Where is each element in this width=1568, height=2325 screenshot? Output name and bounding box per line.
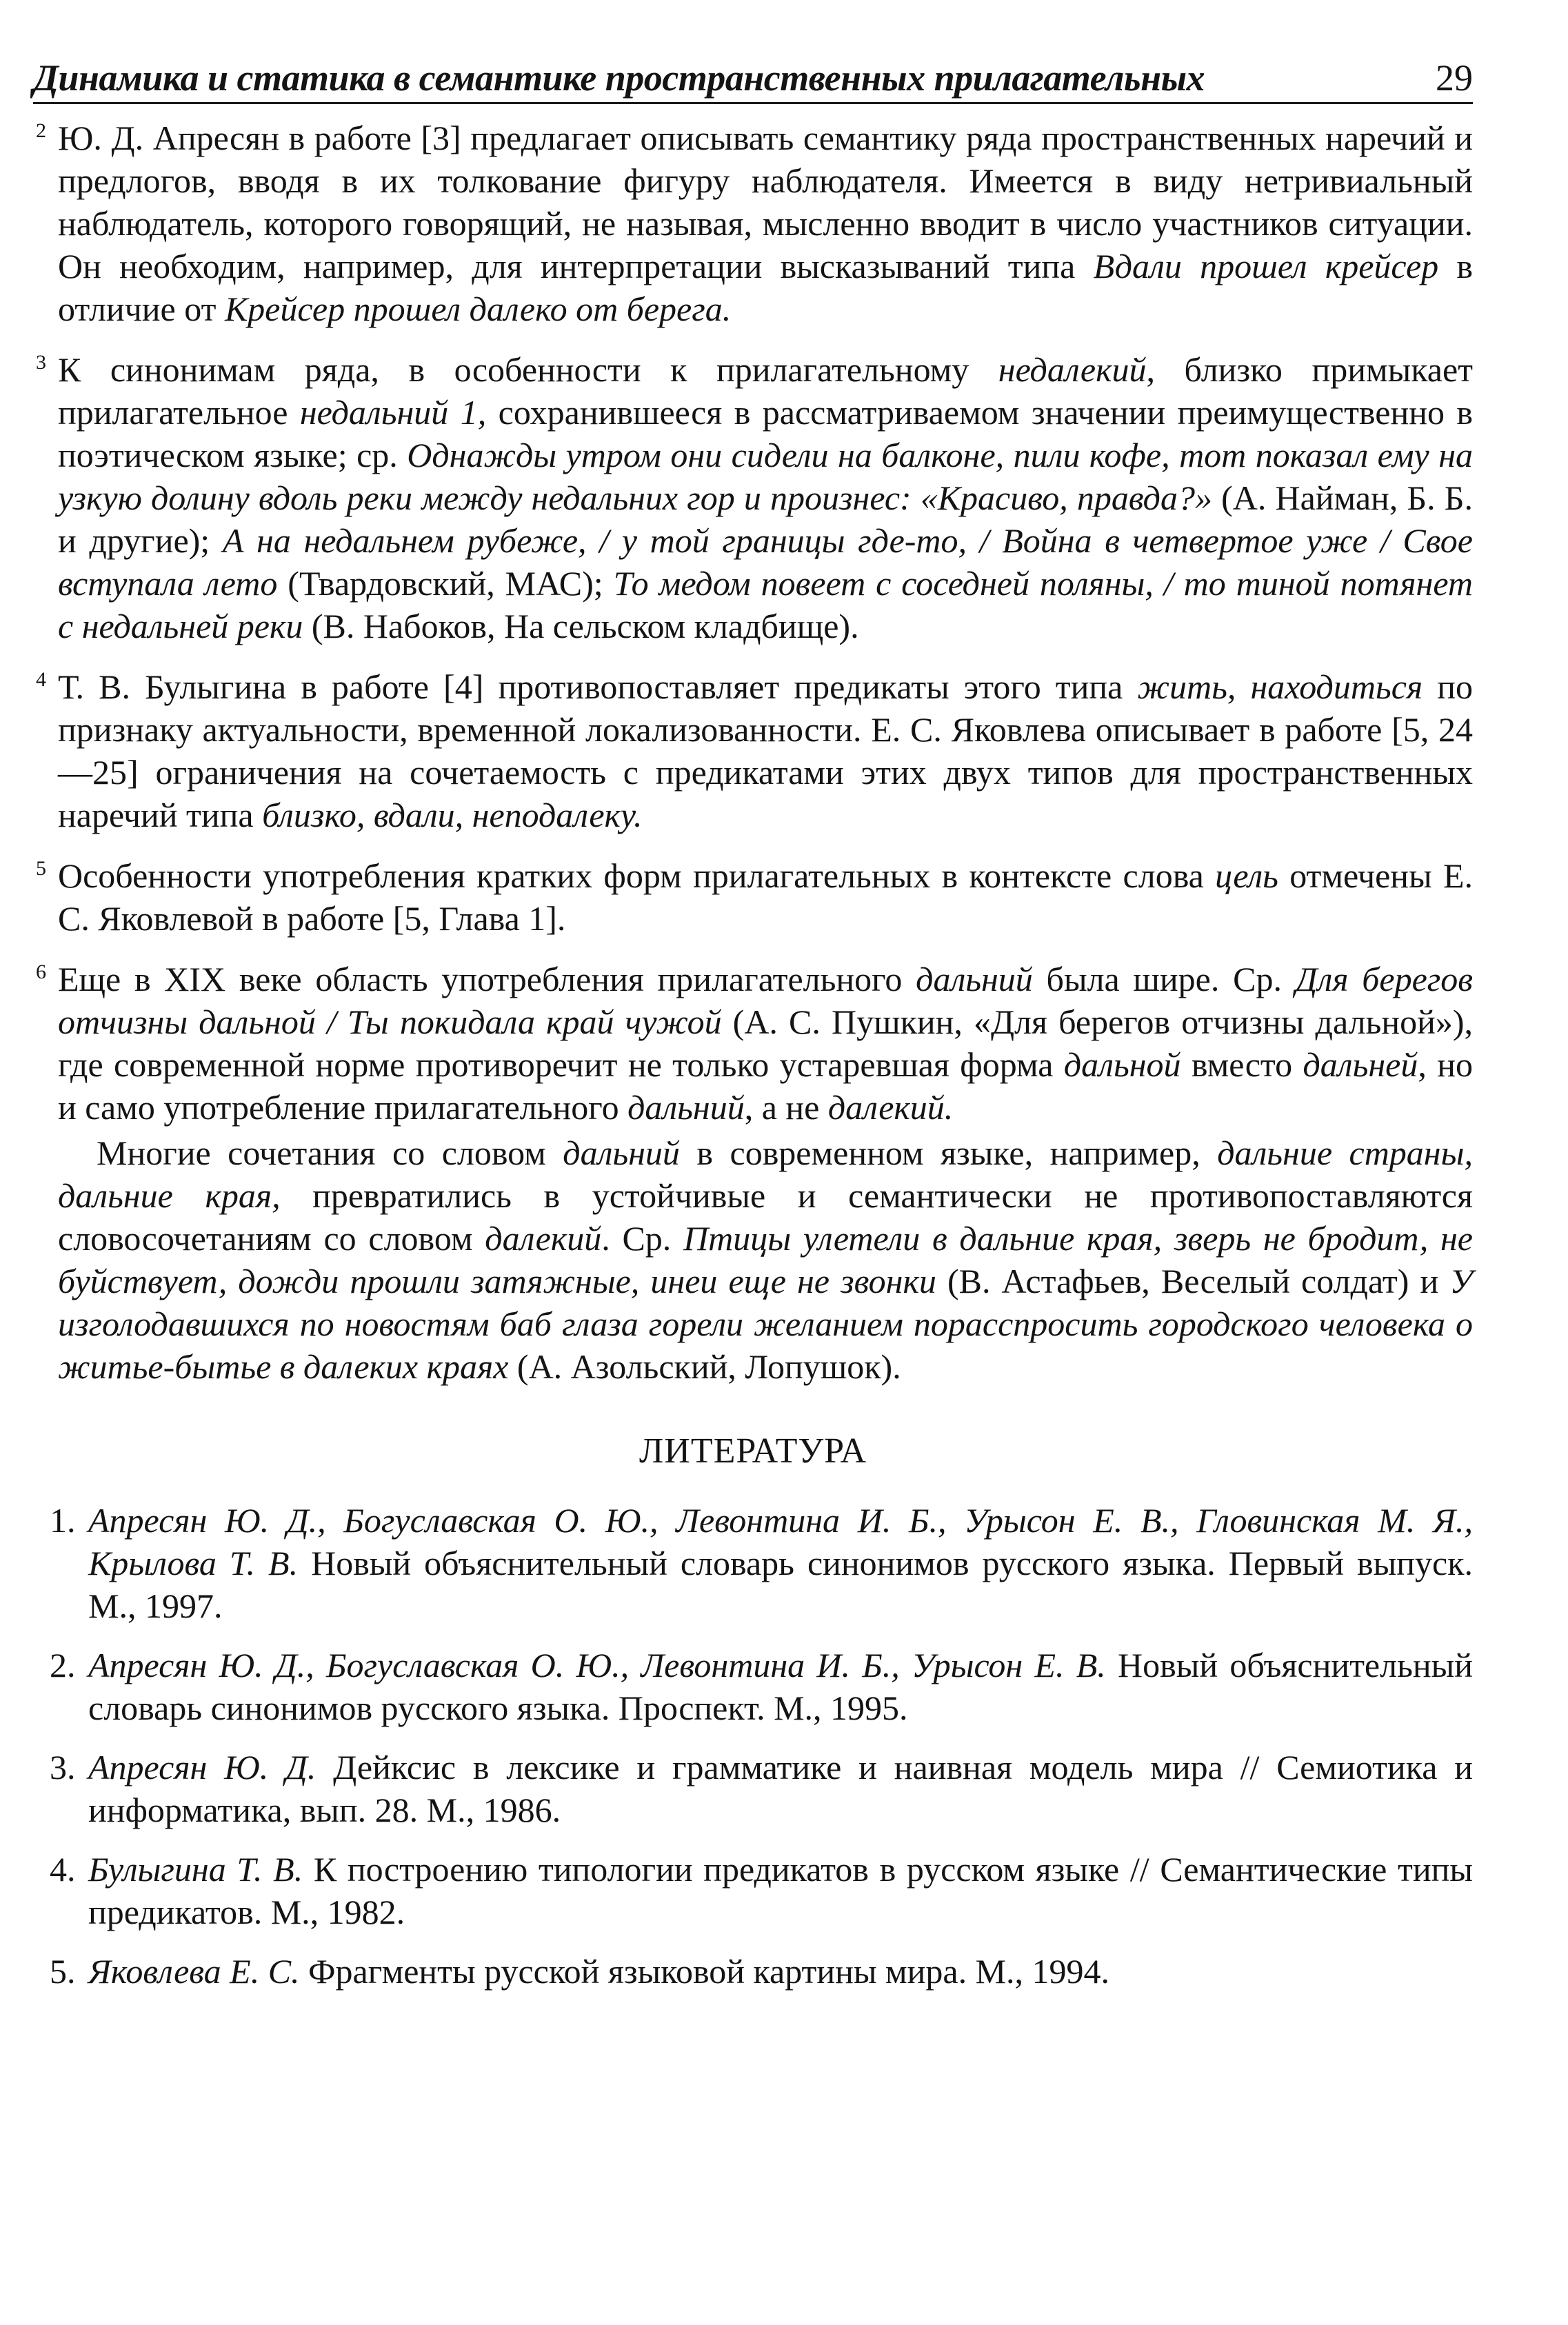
text-run: Ю. Д. Апресян в работе [3] предлагает описывать семантику ряда пространственных наречий и предлогов, вводя в их толкование фигуру наблюдателя. Имеется в виду нетривиальный наблюдатель, которого говорящий, не называя, мысленно вводит в число участников ситуации. Он необходим, например, для интерпретации высказываний типа <box>58 119 1473 285</box>
italic-text: Булыгина Т. В. <box>88 1850 303 1889</box>
reference-item <box>33 1499 1473 1627</box>
reference-number: 2. <box>50 1646 76 1684</box>
footnote-paragraph <box>58 665 1473 836</box>
text-run: в современном языке, например, <box>679 1134 1218 1172</box>
italic-text: дальний <box>916 960 1033 998</box>
text-run: сохранившееся в рассматриваемом значении преимущественно в поэтическом языке; ср. <box>58 393 1474 474</box>
italic-text: цель <box>1215 856 1278 895</box>
page-number: 29 <box>1436 57 1473 99</box>
italic-text: Однажды утром они сидели на балконе, пили кофе, тот показал ему на узкую долину вдоль реки между недальних гор и произнес: «Красиво, правда?» <box>58 436 1474 517</box>
text-run: (А. Азольский, Лопушок). <box>508 1347 901 1386</box>
text-run: Фрагменты русской языковой картины мира. М., 1994. <box>299 1952 1110 1991</box>
text-run: (Твардовский, МАС); <box>277 564 614 603</box>
italic-text: У изголодавшихся по новостям баб глаза горели желанием порасспросить городского человека о житье-бытье в далеких краях <box>58 1262 1473 1386</box>
italic-text: Птицы улетели в дальние края, зверь не бродит, не буйствует, дожди прошли затяжные, инеи еще не звонки <box>58 1219 1473 1300</box>
running-header <box>33 39 1473 104</box>
italic-text: далекий. <box>827 1088 954 1127</box>
footnote-paragraph <box>58 958 1473 1129</box>
text-run: вместо <box>1180 1045 1303 1084</box>
italic-text: близко, вдали, неподалеку. <box>262 796 643 834</box>
italic-text: дальние страны, дальние края, <box>58 1134 1473 1215</box>
italic-text: Яковлева Е. С. <box>88 1952 300 1991</box>
reference-number: 4. <box>50 1850 76 1889</box>
footnote <box>33 854 1473 940</box>
footnote-paragraph <box>58 854 1473 940</box>
footnote <box>33 958 1473 1388</box>
italic-text: дальний <box>563 1134 680 1172</box>
footnote-paragraph <box>58 1131 1473 1388</box>
reference-number: 3. <box>50 1748 76 1786</box>
footnotes <box>33 117 1473 1388</box>
footnote-number: 6 <box>36 960 46 983</box>
footnote-paragraph <box>58 348 1473 647</box>
reference-number: 1. <box>50 1501 76 1540</box>
footnote <box>33 348 1473 647</box>
text-run: К построению типологии предикатов в русском языке // Семантические типы предикатов. М., 1982. <box>88 1850 1473 1931</box>
italic-text: Вдали прошел крейсер <box>1093 247 1439 285</box>
text-run: (А. Найман, Б. Б. и другие); <box>58 479 1473 560</box>
text-run: (В. Набоков, На сельском кладбище). <box>303 607 859 645</box>
text-run: , а не <box>744 1088 828 1127</box>
text-run: отмечены Е. С. Яковлевой в работе [5, Глава 1]. <box>58 856 1473 938</box>
italic-text: дальний <box>627 1088 745 1127</box>
italic-text: А на недальнем рубеже, / у той границы где-то, / Война в четвертое уже / Свое вступала лето <box>58 521 1473 603</box>
footnote-number: 3 <box>36 351 46 374</box>
footnote-number: 5 <box>36 857 46 880</box>
italic-text: Апресян Ю. Д. <box>88 1748 316 1786</box>
text-run: Новый объяснительный словарь синонимов русского языка. Первый выпуск. М., 1997. <box>88 1544 1473 1625</box>
footnote <box>33 665 1473 836</box>
footnote <box>33 117 1473 330</box>
text-run: Дейксис в лексике и грамматике и наивная модель мира // Семиотика и информатика, вып. 28. М., 1986. <box>88 1748 1473 1829</box>
text-run: Многие сочетания со словом <box>97 1134 563 1172</box>
text-run: (В. Астафьев, Веселый солдат) и <box>936 1262 1450 1300</box>
text-run: Новый объяснительный словарь синонимов русского языка. Проспект. М., 1995. <box>88 1646 1473 1727</box>
text-run: . Ср. <box>601 1219 684 1258</box>
italic-text: жить, находиться <box>1137 667 1423 706</box>
text-run: , близко примыкает прилагательное <box>58 350 1473 432</box>
references-list <box>33 1499 1473 1993</box>
italic-text: Апресян Ю. Д., Богуславская О. Ю., Левонтина И. Б., Урысон Е. В. <box>88 1646 1106 1684</box>
footnote-number: 2 <box>36 119 46 142</box>
reference-item <box>33 1746 1473 1831</box>
italic-text: недальний 1, <box>299 393 487 432</box>
italic-text: Крейсер прошел далеко от берега. <box>224 290 732 328</box>
italic-text: Для берегов отчизны дальной / Ты покидала край чужой <box>58 960 1473 1041</box>
reference-item <box>33 1950 1473 1993</box>
text-run: , но и само употребление прилагательного <box>58 1045 1474 1127</box>
text-run: (А. С. Пушкин, «Для берегов отчизны дальной»), где современной норме противоречит не только устаревшая форма <box>58 1003 1473 1084</box>
book-page <box>33 39 1473 2009</box>
footnote-number: 4 <box>36 668 46 691</box>
text-run: по признаку актуальности, временной локализованности. Е. С. Яковлева описывает в работе [5, 24—25] ограничения на сочетаемость с предикатами этих двух типов для пространственных наречий типа <box>58 667 1473 834</box>
reference-item <box>33 1848 1473 1933</box>
italic-text: дальной <box>1063 1045 1181 1084</box>
text-run: Особенности употребления кратких форм прилагательных в контексте слова <box>58 856 1216 895</box>
italic-text: дальней <box>1303 1045 1418 1084</box>
reference-number: 5. <box>50 1952 76 1991</box>
text-run: в отличие от <box>58 247 1474 328</box>
italic-text: Апресян Ю. Д., Богуславская О. Ю., Левонтина И. Б., Урысон Е. В., Гловинская М. Я., Крылова Т. В. <box>88 1501 1473 1582</box>
italic-text: То медом повеет с соседней поляны, / то тиной потянет с недальней реки <box>58 564 1473 645</box>
text-run: Еще в XIX веке область употребления прилагательного <box>58 960 916 998</box>
text-run: Т. В. Булыгина в работе [4] противопоставляет предикаты этого типа <box>58 667 1138 706</box>
text-run: превратились в устойчивые и семантически не противопоставляются словосочетаниям со словом <box>58 1176 1473 1258</box>
reference-item <box>33 1644 1473 1729</box>
text-run: была шире. Ср. <box>1032 960 1296 998</box>
text-run: К синонимам ряда, в особенности к прилагательному <box>58 350 998 389</box>
italic-text: далекий <box>485 1219 602 1258</box>
references-heading: ЛИТЕРАТУРА <box>639 1431 867 1471</box>
footnote-paragraph <box>58 117 1473 330</box>
running-title: Динамика и статика в семантике пространственных прилагательных <box>33 57 1205 99</box>
italic-text: недалекий <box>998 350 1147 389</box>
